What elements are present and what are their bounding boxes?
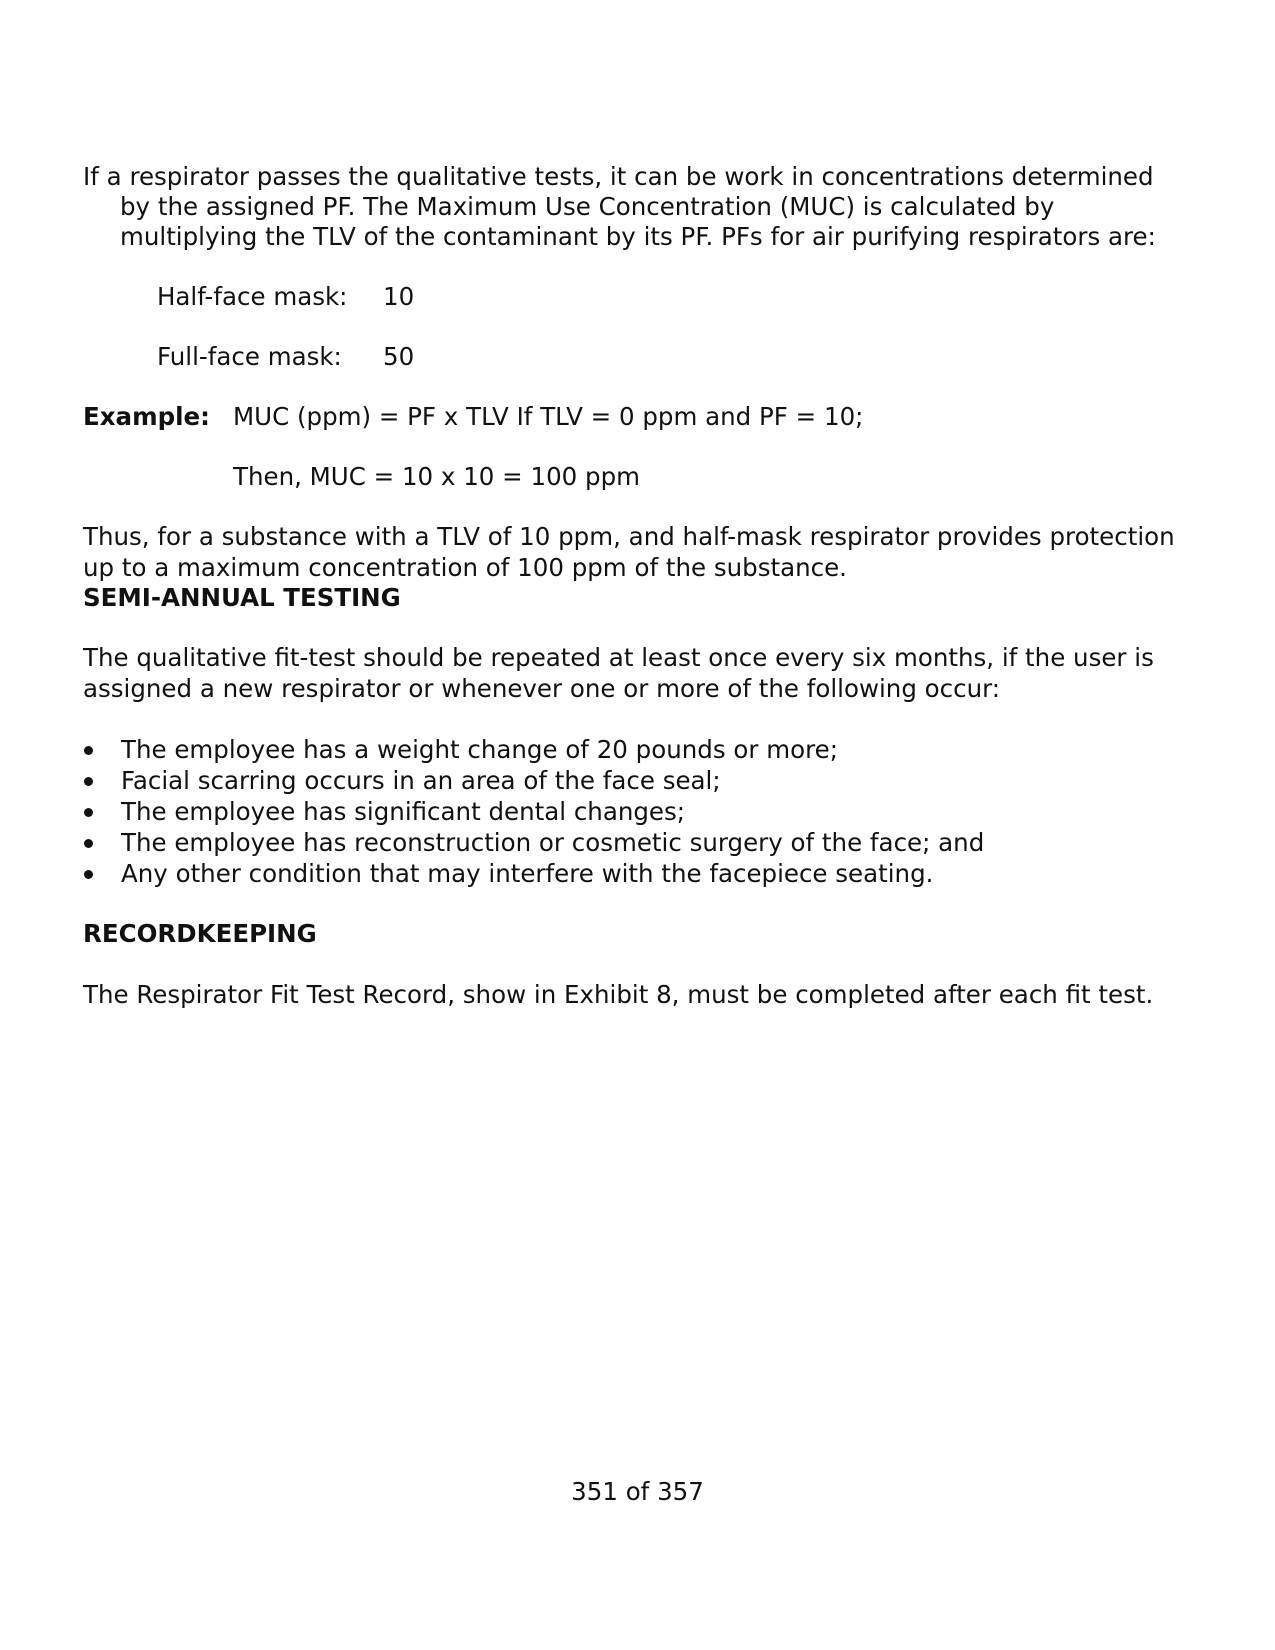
semi-annual-line-1: The qualitative fit-test should be repeated at least once every six months, if the user is	[83, 643, 1154, 672]
recordkeeping-heading: RECORDKEEPING	[83, 919, 317, 948]
full-face-label: Full-face mask:	[157, 342, 342, 371]
half-face-label: Half-face mask:	[157, 282, 348, 311]
recordkeeping-text: The Respirator Fit Test Record, show in Exhibit 8, must be completed after each fit test.	[83, 980, 1154, 1009]
bullet-icon	[84, 746, 93, 755]
bullet-icon	[84, 808, 93, 817]
intro-line-2: by the assigned PF. The Maximum Use Concentration (MUC) is calculated by	[120, 192, 1055, 221]
bullet-icon	[84, 870, 93, 879]
example-result: Then, MUC = 10 x 10 = 100 ppm	[233, 462, 641, 491]
example-label: Example:	[83, 402, 210, 431]
thus-line-1: Thus, for a substance with a TLV of 10 ppm, and half-mask respirator provides protection	[83, 522, 1175, 551]
semi-annual-line-2: assigned a new respirator or whenever one or more of the following occur:	[83, 674, 1001, 703]
semi-annual-heading: SEMI-ANNUAL TESTING	[83, 583, 401, 612]
bullet-icon	[84, 777, 93, 786]
list-item-text: The employee has a weight change of 20 pounds or more;	[121, 735, 838, 764]
full-face-value: 50	[383, 342, 415, 371]
list-item-text: Any other condition that may interfere with the facepiece seating.	[121, 859, 934, 888]
list-item-text: Facial scarring occurs in an area of the face seal;	[121, 766, 721, 795]
intro-line-3: multiplying the TLV of the contaminant by its PF. PFs for air purifying respirators are:	[120, 222, 1156, 251]
half-face-value: 10	[383, 282, 415, 311]
intro-line-1: If a respirator passes the qualitative tests, it can be work in concentrations determined	[83, 162, 1154, 191]
page-number: 351 of 357	[571, 1477, 704, 1506]
example-formula: MUC (ppm) = PF x TLV If TLV = 0 ppm and PF = 10;	[233, 402, 864, 431]
list-item-text: The employee has reconstruction or cosmetic surgery of the face; and	[121, 828, 985, 857]
bullet-icon	[84, 839, 93, 848]
thus-line-2: up to a maximum concentration of 100 ppm of the substance.	[83, 553, 847, 582]
list-item-text: The employee has significant dental changes;	[121, 797, 686, 826]
